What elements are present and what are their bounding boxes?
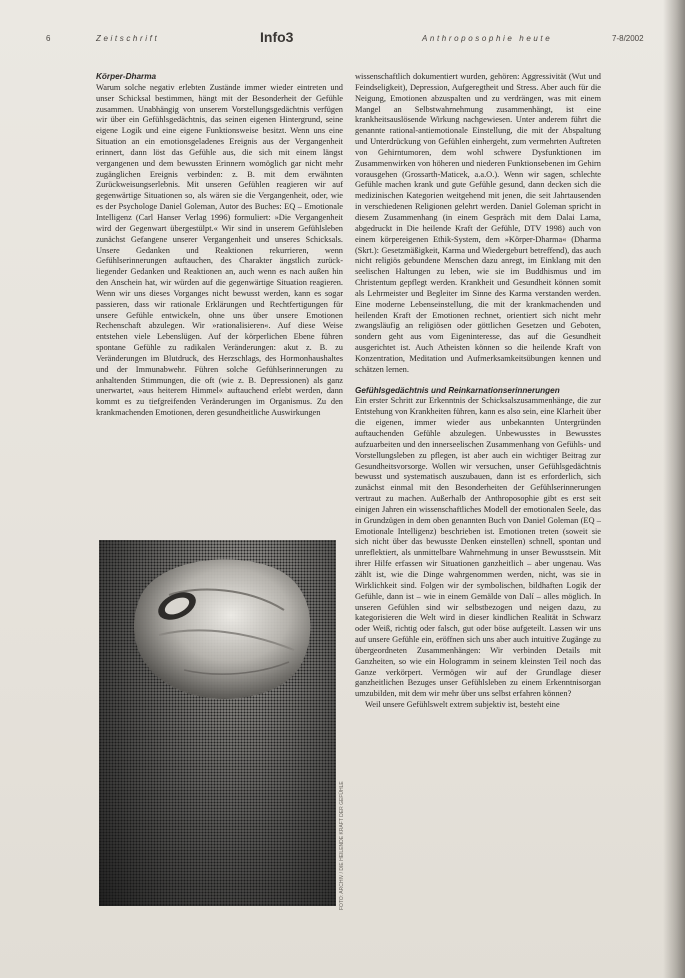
page-number: 6 (46, 34, 51, 43)
right-heading: Gefühlsgedächtnis und Reinkarnationserinnerungen (355, 385, 560, 395)
left-body-text: Warum solche negativ erlebten Zustände immer wieder eintreten und unser Schicksal bestimmen, hängt mit der Besonderheit der Gefühle zusammen. Unabhängig von unserem Vorstellungsgedächtnis verfügen wir über ein Gefühlsgedächtnis, das seinen eigenen Hintergrund, seine eigene Logik und eine eigene Funktionsweise besitzt. Wenn uns eine Situation an ein emotionsgeladenes Ereignis aus der Vergangenheit erinnert, dann löst das Gefühle aus, die sich mit einem längst vergangenen und dem bewussten Erinnern womöglich gar nicht mehr zugänglichen Ereignis verbinden: z. B. mit dem erwähnten Zurückweisungserlebnis. Mit unseren Gefühlen reagieren wir auf gegenwärtige Situationen so, als wären sie die Vergangenheit, oder, wie es der Psychologe Daniel Goleman, Autor des Buches: EQ – Emotionale Intelligenz (Carl Hanser Verlag 1996) formuliert: »Die Vergangenheit wird der Gegenwart übergestülpt.« Wir sind in unserem Gefühlsleben zunächst Gefangene unserer Vergangenheit und unseres Schicksals. Unsere Gedanken und Reaktionen rekurrieren, wenn Gefühlserinnerungen auftauchen, des Charakter ängstlich zurück-liegender Gedanken und Reaktionen an, auch wenn es nach außen hin den Anschein hat, wir würden auf die gegenwärtige Situation reagieren. Wenn wir uns dieses Vorganges nicht bewusst werden, kann es sogar passieren, dass wir rationale Erklärungen und Rechtfertigungen für unsere Gefühle entwickeln, ohne uns über unsere Emotionen Rechenschaft abzulegen. Wir »rationalisieren«. Auf diese Weise entstehen viele Lebenslügen. Auf der körperlichen Ebene führen spontane Gefühle zu radikalen Veränderungen: akut z. B. zu Veränderungen im Blutdruck, des Herzschlags, des Hormonhaushaltes und der Immunabwehr. Führen solche Gefühlserinnerungen zu anhaltenden Stimmungen, die oft (wie z. B. Depressionen) als ganz unerwartet, »aus heiterem Himmel« auftauchend erlebt werden, dann kommt es zu tiefgreifenden Veränderungen im Organismus. Zu den krankmachenden Emotionen, deren gesundheitliche Auswirkungen (96, 82, 343, 418)
right-paragraph-1: wissenschaftlich dokumentiert wurden, gehören: Aggressivität (Wut und Feindseligkeit), Depression, Aufgeregtheit und Stress. Aber auch für die Neigung, Emotionen abzuspalten und zu verdrängen, was mit einem Mangel an Selbstwahrnehmung zusammenhängt, ist eine krankheitsauslösende Wirkung nachgewiesen. Unter anderem führt die genannte rational-antiemotionale Einstellung, die mit der Abspaltung und Unterdrückung von Gefühlen einhergeht, zum vermehrten Auftreten von Gehirntumoren, dem wohl schwere Dysfunktionen im Zusammenwirken von höheren und niederen Funktionsebenen im Gehirn vorausgehen (Grossarth-Maticek, a.a.O.). Wenn wir sagen, schlechte Gefühle machen krank und gute Gefühle gesund, dann decken sich die medizinischen Kategorien weitgehend mit jenen, die seit Jahrtausenden in verschiedenen Religionen gelehrt werden. Daniel Goleman spricht in diesem Zusammenhang (in einem Gespräch mit dem Dalai Lama, abgedruckt in Die heilende Kraft der Gefühle, DTV 1998) auch von einem körpereigenen Ethik-System, dem »Körper-Dharma« (Dharma (Skrt.): Gesetzmäßigkeit, Karma und Wiedergeburt betreffend), das auch nicht religiös gebundene Menschen dazu anregt, im Einklang mit den seelischen Haltungen zu leben, wie sie im Buddhismus und im Christentum gepflegt werden. Krankheit und Gesundheit können somit als Lehrmeister und Begleiter im Sinne des Karma verstanden werden. Eine moderne Lebenseinstellung, die mit der krankmachenden und heilenden Kraft der Emotionen rechnet, orientiert sich nicht mehr zwangsläufig an religiösen oder göttlichen Gesetzen und Geboten, sondern geht aus vom Eigeninteresse, das auf die Gesundheit ausgerichtet ist. Auch Atheisten können so die heilende Kraft von Konzentration, Meditation und Aufmerksamkeitsübungen kennen und schätzen lernen. (355, 72, 601, 374)
wrapped-head-illustration (99, 540, 336, 906)
right-column (355, 72, 601, 711)
right-paragraph-2: Ein erster Schritt zur Erkenntnis der Schicksalszusammenhänge, die zur Entstehung von Krankheiten führen, kann es also sein, eine Klarheit über die eigenen, immer wieder aus unbekannten Untergründen auftauchenden Gefühle abzulegen. Unbewusstes in Bewusstes aufzuarbeiten und den innerseelischen Zusammenhang von Gefühls- und Vorstellungsleben zu pflegen, ist aber auch ein wichtiger Beitrag zur Gesundheitsvorsorge. Wollen wir versuchen, unser Gefühlsgedächtnis bewusst und systematisch auszubauen, dann ist es erforderlich, sich zunächst einmal mit den Besonderheiten der Gefühlserinnerungen vertraut zu machen. Außerhalb der Anthroposophie gibt es erst seit einigen Jahren ein wissenschaftliches Modell der emotionalen Seele, das in Grundzügen in dem oben genannten Buch von Daniel Goleman (EQ – Emotionale Intelligenz) beschrieben ist. Emotionen treten (soweit sie sich nicht über das bewusste Denken einstellen) schnell, spontan und unreflektiert, als unmittelbare Wahrnehmung in unser Bewusstsein. Mit ihrer Hilfe erfassen wir Situationen ganzheitlich – aber ungenau. Was zählt ist, wie die Dinge wahrgenommen werden, nicht, was sie in Wirklichkeit sind. Folgen wir der symbolischen, bildhaften Logik der Gefühle, dann ist – wie in einem Gemälde von Dalí – alles möglich. In unseren Gefühlen sind wir selbstbezogen und neigen dazu, zu kategorisieren die Welt wird in dieser kindlichen Realität in Schwarz oder Weiß, richtig oder falsch, gut oder böse aufgeteilt. Lassen wir uns auf unsere Gefühle ein, eröffnen sich uns aber auch intuitive Zugänge zu übergeordneten Zusammenhängen: Wir verbinden Details mit Ganzheiten, so wie ein Hologramm in seinem kleinsten Teil noch das Ganze verkörpert. Vermögen wir auf der Grundlage dieser ganzheitlichen Bezuges unser Gefühlsleben zu einem Erkenntnisorgan umzubilden, mit dem wir mehr über uns selbst erfahren können? (355, 396, 601, 699)
photo-credit: FOTO: ARCHIV / DIE HEILENDE KRAFT DER GEFÜHLE (339, 781, 345, 910)
page-fold-shadow (663, 0, 685, 978)
magazine-logo: Info3 (260, 29, 294, 45)
section-label: Anthroposophie heute (422, 34, 553, 43)
issue-date: 7-8/2002 (612, 34, 644, 43)
page-header (46, 28, 646, 48)
magazine-label: Zeitschrift (96, 34, 160, 43)
left-column (96, 72, 343, 419)
left-heading: Körper-Dharma (96, 72, 157, 81)
right-paragraph-3: Weil unsere Gefühlswelt extrem subjektiv ist, besteht eine (365, 700, 560, 710)
halftone-photo (99, 540, 336, 906)
